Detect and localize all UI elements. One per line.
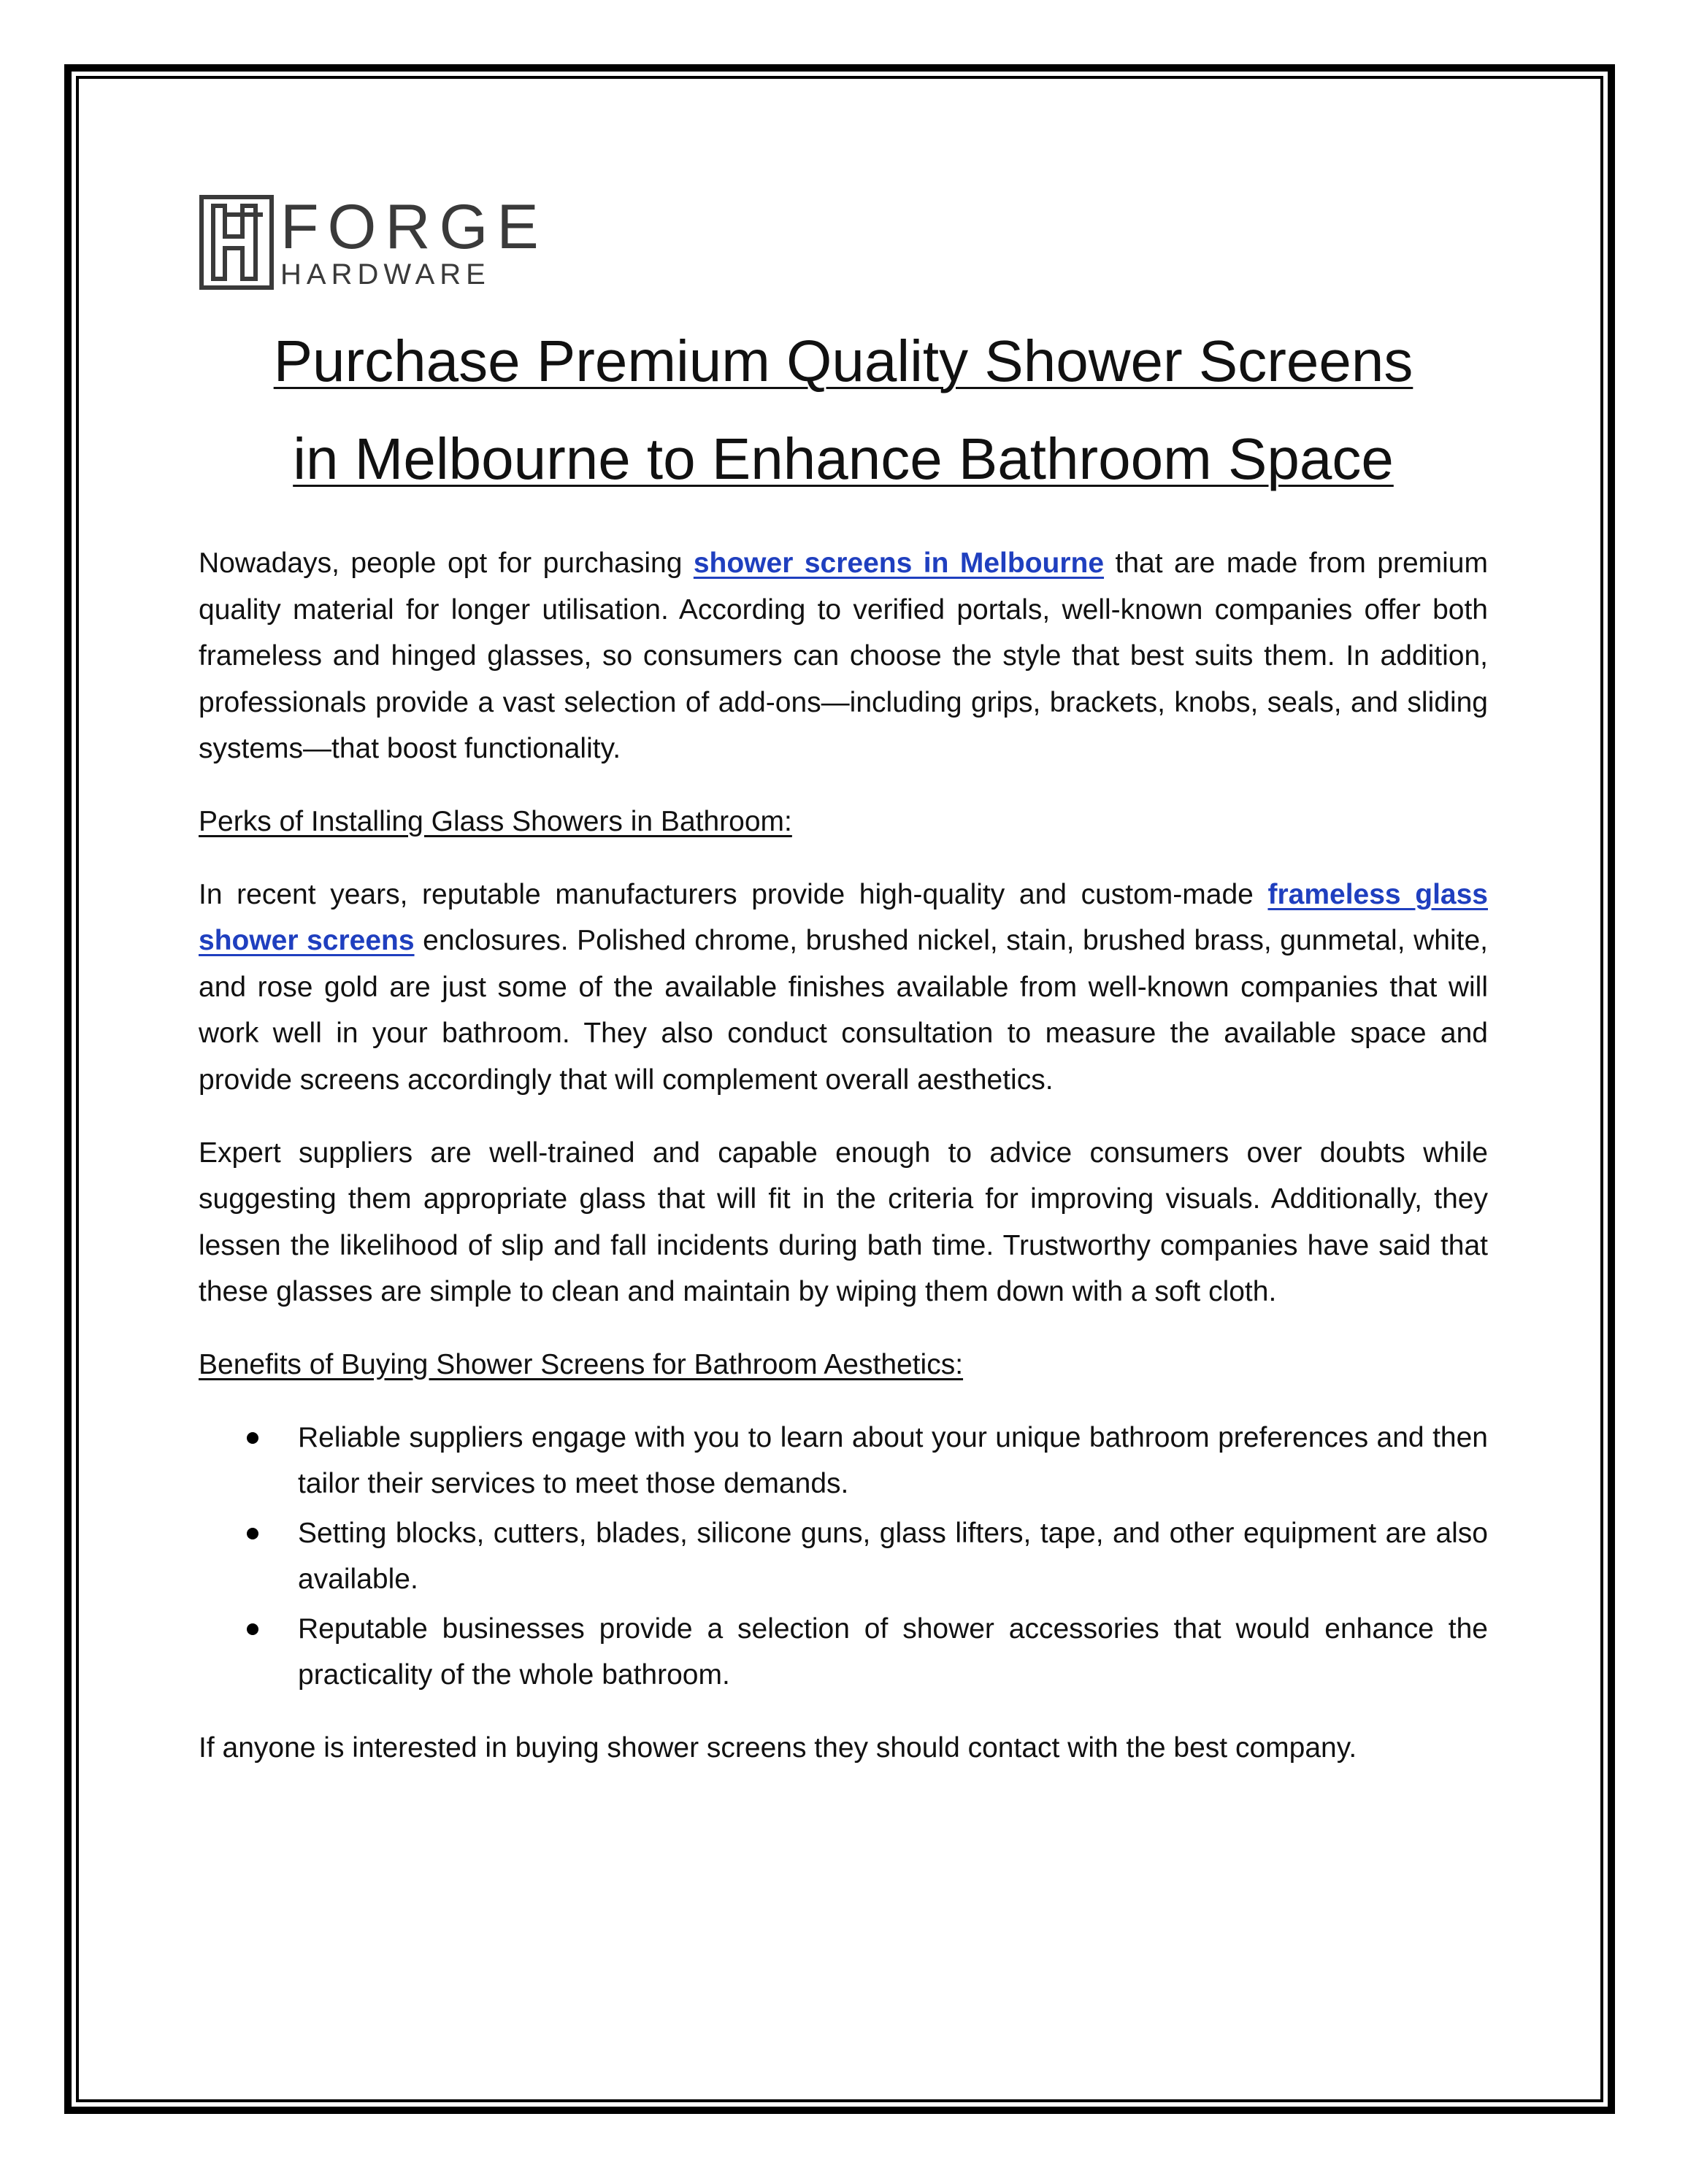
- list-item-text: Setting blocks, cutters, blades, silicone guns, glass lifters, tape, and other equipment are also available.: [298, 1517, 1488, 1596]
- perks-paragraph-1: [199, 872, 1488, 1104]
- perks-text-after-link: enclosures. Polished chrome, brushed nickel, stain, brushed brass, gunmetal, white, and rose gold are just some of the available finishes available from well-known companies that will work well in your bathroom. They also conduct consultation to measure the available space and provide screens accordingly that will complement overall aesthetics.: [199, 925, 1488, 1096]
- bullet-icon: [247, 1623, 258, 1635]
- list-item: [199, 1606, 1488, 1699]
- list-item-text: Reputable businesses provide a selection of shower accessories that would enhance the practicality of the whole bathroom.: [298, 1612, 1488, 1691]
- perks-text-before-link: In recent years, reputable manufacturers provide high-quality and custom-made: [199, 878, 1268, 910]
- intro-text-after-link: that are made from premium quality material for longer utilisation. According to verified portals, well-known companies offer both frameless and hinged glasses, so consumers can choose the style that best suits them. In addition, professionals provide a vast selection of add-ons—including grips, brackets, knobs, seals, and sliding systems—that boost functionality.: [199, 547, 1488, 765]
- page-title-line-1: Purchase Premium Quality Shower Screens: [273, 328, 1413, 393]
- frameless-glass-shower-screens-link[interactable]: frameless glass shower screens: [199, 878, 1488, 957]
- benefits-list: [199, 1415, 1488, 1699]
- logo-wordmark: [280, 192, 548, 291]
- forge-hardware-h-logo-icon: [199, 194, 275, 291]
- closing-paragraph: If anyone is interested in buying shower screens they should contact with the best company.: [199, 1732, 1357, 1764]
- bullet-icon: [247, 1432, 258, 1444]
- forge-hardware-logo: [199, 191, 1488, 293]
- perks-heading: Perks of Installing Glass Showers in Bathroom:: [199, 805, 792, 837]
- document-body: [199, 191, 1488, 1772]
- logo-name-top: FORGE: [280, 192, 548, 262]
- shower-screens-melbourne-link[interactable]: shower screens in Melbourne: [693, 547, 1105, 579]
- list-item: [199, 1415, 1488, 1507]
- page-title-line-2: in Melbourne to Enhance Bathroom Space: [293, 426, 1394, 491]
- logo-name-bottom: HARDWARE: [280, 258, 491, 291]
- intro-paragraph: [199, 540, 1488, 772]
- page-title: [199, 312, 1488, 508]
- list-item: [199, 1510, 1488, 1603]
- benefits-heading: Benefits of Buying Shower Screens for Bathroom Aesthetics:: [199, 1348, 964, 1380]
- bullet-icon: [247, 1528, 258, 1539]
- intro-text-before-link: Nowadays, people opt for purchasing: [199, 547, 694, 579]
- list-item-text: Reliable suppliers engage with you to learn about your unique bathroom preferences and then tailor their services to meet those demands.: [298, 1421, 1488, 1500]
- perks-paragraph-2: Expert suppliers are well-trained and capable enough to advice consumers over doubts while suggesting them appropriate glass that will fit in the criteria for improving visuals. Additionally, they lessen the likelihood of slip and fall incidents during bath time. Trustworthy companies have said that these glasses are simple to clean and maintain by wiping them down with a soft cloth.: [199, 1137, 1488, 1308]
